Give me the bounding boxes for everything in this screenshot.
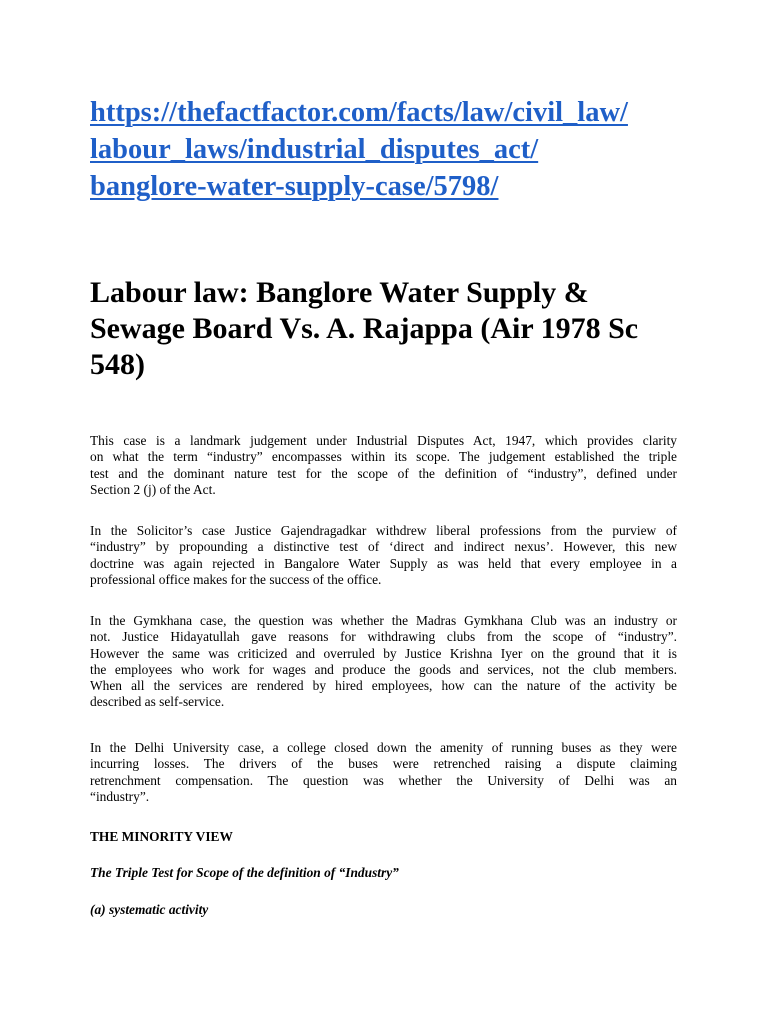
- paragraph-line: In the Gymkhana case, the question was whether the Madras Gymkhana Club was an industry or: [90, 613, 677, 628]
- paragraph-line: described as self-service.: [90, 694, 225, 710]
- title-line: Labour law: Banglore Water Supply &: [90, 276, 589, 309]
- title-line: Sewage Board Vs. A. Rajappa (Air 1978 Sc: [90, 312, 639, 345]
- paragraph-line: on what the term “industry” encompasses within its scope. The judgement established the triple: [90, 449, 677, 465]
- source-url-line: banglore-water-supply-case/5798/: [90, 171, 499, 202]
- paragraph-line: This case is a landmark judgement under Industrial Disputes Act, 1947, which provides clarity: [90, 433, 677, 448]
- paragraph-line: In the Delhi University case, a college closed down the amenity of running buses as they were: [90, 740, 677, 755]
- section-heading-minority-view: THE MINORITY VIEW: [90, 829, 233, 844]
- paragraph-line: However the same was criticized and overruled by Justice Krishna Iyer on the ground that it is: [90, 645, 677, 661]
- paragraph-gymkhana-case: [90, 613, 677, 711]
- paragraph-line: incurring losses. The drivers of the buses were retrenched raising a dispute claiming: [90, 756, 677, 772]
- paragraph-line: test and the dominant nature test for the scope of the definition of “industry”, defined under: [90, 465, 677, 481]
- paragraph-line: the employees who work for wages and produce the goods and services, not the club members.: [90, 661, 677, 677]
- title-line: 548): [90, 348, 145, 381]
- source-url-link[interactable]: [90, 94, 680, 205]
- paragraph-line: doctrine was again rejected in Bangalore Water Supply as was held that every employee in a: [90, 555, 677, 571]
- subheading-triple-test: The Triple Test for Scope of the definition of “Industry”: [90, 865, 399, 880]
- paragraph-introduction: [90, 433, 677, 498]
- paragraph-line: Section 2 (j) of the Act.: [90, 481, 216, 497]
- list-item-systematic-activity: (a) systematic activity: [90, 902, 209, 917]
- source-url-line: https://thefactfactor.com/facts/law/civil_law/: [90, 97, 628, 128]
- paragraph-line: “industry”.: [90, 788, 150, 804]
- paragraph-line: retrenchment compensation. The question was whether the University of Delhi was an: [90, 772, 677, 788]
- source-url-line: labour_laws/industrial_disputes_act/: [90, 134, 539, 165]
- paragraph-line: professional office makes for the success of the office.: [90, 571, 382, 587]
- paragraph-line: not. Justice Hidayatullah gave reasons for withdrawing clubs from the scope of “industry”.: [90, 629, 677, 645]
- paragraph-delhi-university-case: [90, 740, 677, 805]
- paragraph-line: In the Solicitor’s case Justice Gajendragadkar withdrew liberal professions from the purview of: [90, 523, 677, 538]
- paragraph-line: When all the services are rendered by hired employees, how can the nature of the activity be: [90, 678, 677, 694]
- paragraph-solicitors-case: [90, 523, 677, 588]
- document-title: [90, 275, 690, 383]
- paragraph-line: “industry” by propounding a distinctive test of ‘direct and indirect nexus’. However, this new: [90, 539, 677, 555]
